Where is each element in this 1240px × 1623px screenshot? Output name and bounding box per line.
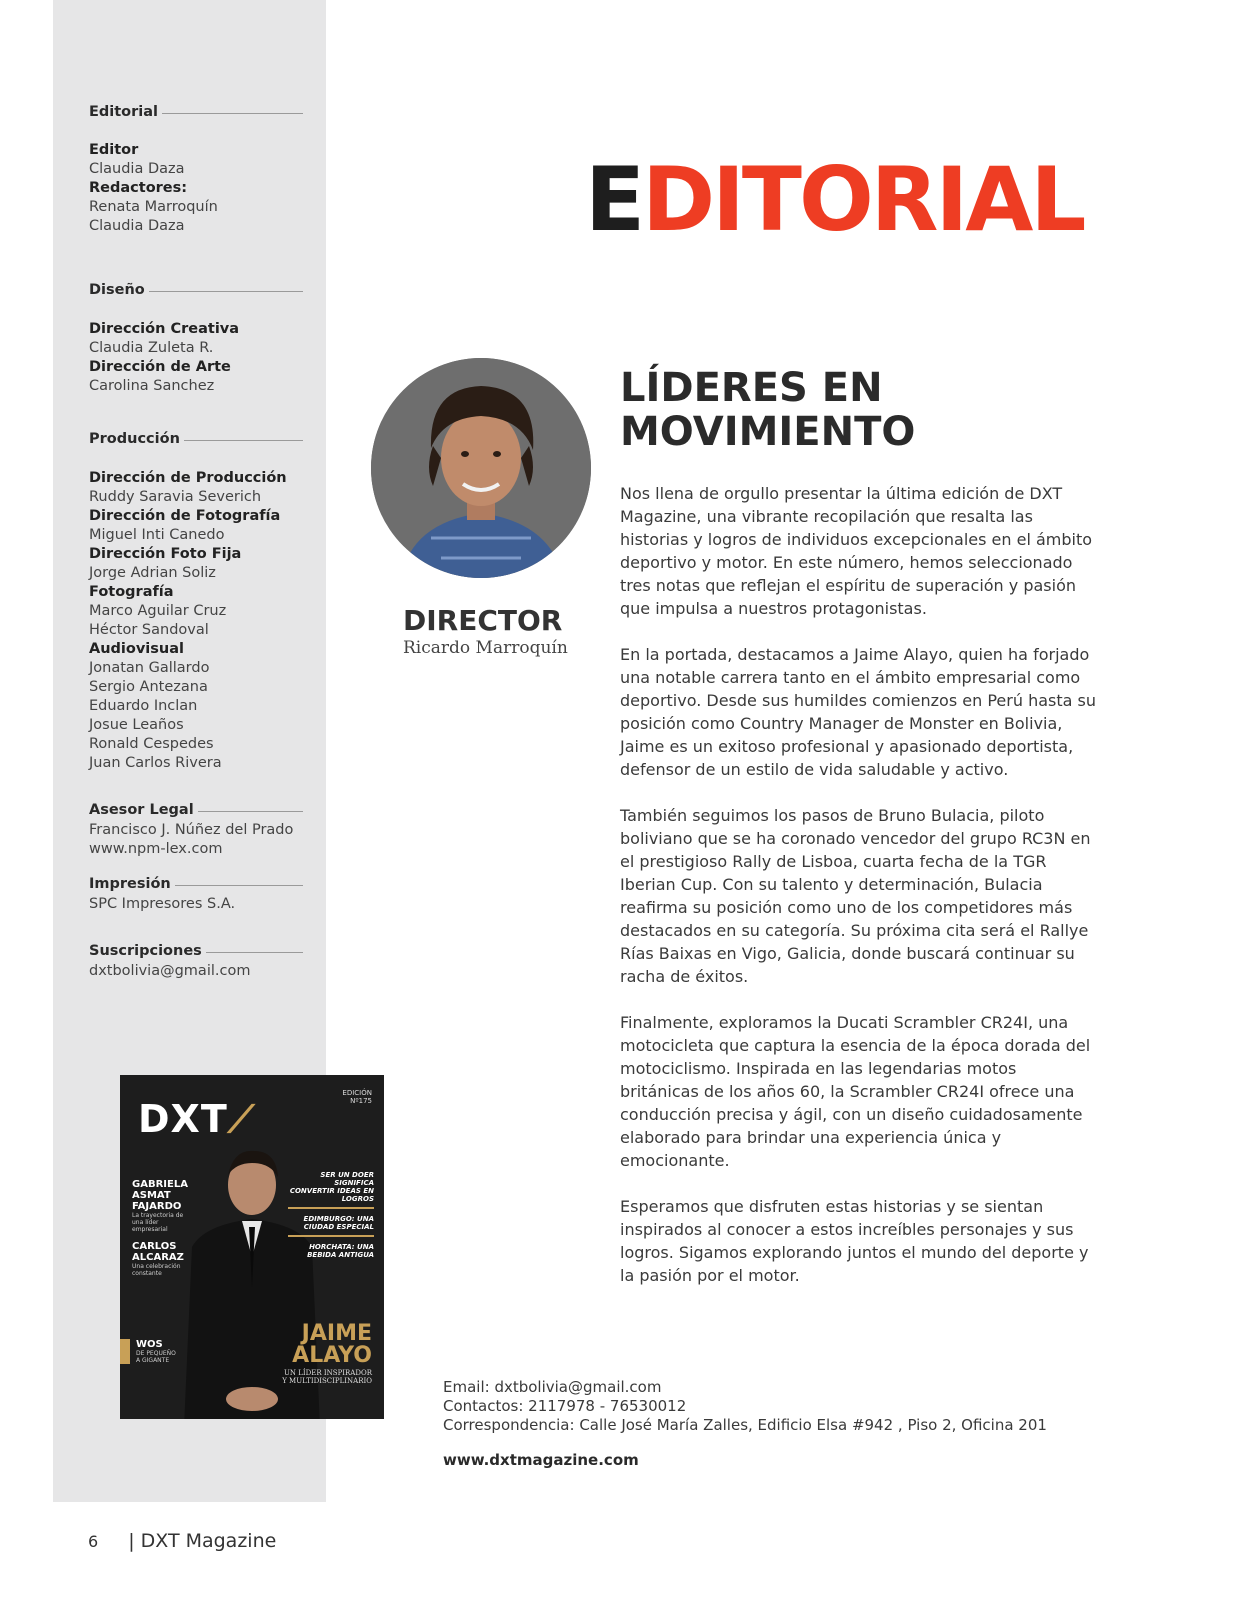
credit-name: SPC Impresores S.A. [89, 896, 236, 912]
section-heading-label: Impresión [89, 876, 171, 892]
director-portrait [371, 358, 591, 578]
credit-name: Ruddy Saravia Severich [89, 489, 262, 505]
credit-role: Dirección de Producción [89, 470, 287, 486]
credits-suscripciones [89, 962, 250, 981]
section-heading-asesor-legal [89, 802, 303, 818]
article-paragraph: Nos llena de orgullo presentar la última edición de DXT Magazine, una vibrante recopilación que resalta las historias y logros de individuos excepcionales en el ámbito deportivo y motor. En este número, hemos seleccionado tres notas que reflejan el espíritu de superación y pasión que impulsa a nuestros protagonistas. [620, 484, 1093, 618]
credit-name: Miguel Inti Canedo [89, 527, 225, 543]
magazine-cover-image [120, 1075, 384, 1419]
divider [206, 952, 303, 953]
section-heading-label: Diseño [89, 282, 145, 298]
director-name: Ricardo Marroquín [403, 638, 568, 658]
article-title: LÍDERES EN MOVIMIENTO [620, 365, 916, 455]
credit-name: Francisco J. Núñez del Prado [89, 822, 294, 838]
section-heading-diseno [89, 282, 303, 298]
credit-role: Audiovisual [89, 641, 184, 657]
credit-role: Dirección de Arte [89, 359, 231, 375]
credit-role: Fotografía [89, 584, 174, 600]
credit-role: Dirección Foto Fija [89, 546, 242, 562]
contact-email[interactable]: Email: dxtbolivia@gmail.com [443, 1378, 662, 1396]
article-paragraph: Esperamos que disfruten estas historias y se sientan inspirados al conocer a estos increíbles personajes y sus logros. Sigamos explorando juntos el mundo del deporte y la pasión por el motor. [620, 1197, 1089, 1285]
section-heading-label: Asesor Legal [89, 802, 194, 818]
credits-impresion [89, 895, 235, 914]
article-paragraph: En la portada, destacamos a Jaime Alayo, quien ha forjado una notable carrera tanto en el ámbito empresarial como deportivo. Desde sus humildes comienzos en Perú hasta su posición como Country Manager de Monster en Bolivia, Jaime es un exitoso profesional y apasionado deportista, defensor de un estilo de vida saludable y activo. [620, 645, 1096, 779]
cover-left-stories: GABRIELA ASMAT FAJARDO La trayectoria de una líder empresarial CARLOS ALCARAZ Una celebración constante [132, 1179, 188, 1277]
credit-name: Juan Carlos Rivera [89, 755, 222, 771]
article-paragraph: Finalmente, exploramos la Ducati Scrambler CR24I, una motocicleta que captura la esencia de la época dorada del motociclismo. Inspirada en las legendarias motos británicas de los años 60, la Scrambler CR24I ofrece una conducción precisa y ágil, con un diseño cuidadosamente elaborado para brindar una experiencia única y emocionante. [620, 1013, 1091, 1170]
divider [184, 440, 303, 441]
contact-address: Correspondencia: Calle José María Zalles, Edificio Elsa #942 , Piso 2, Oficina 201 [443, 1416, 1047, 1434]
cover-logo: DXT⟋ [138, 1097, 256, 1141]
credits-editorial [89, 141, 218, 236]
credit-name: Jonatan Gallardo [89, 660, 210, 676]
credit-role: Editor [89, 142, 139, 158]
credits-asesor-legal [89, 821, 293, 859]
section-heading-suscripciones [89, 943, 303, 959]
credit-name: Claudia Daza [89, 218, 185, 234]
contact-phone: Contactos: 2117978 - 76530012 [443, 1397, 687, 1415]
cover-edition: EDICIÓN Nº175 [342, 1089, 372, 1105]
section-heading-impresion [89, 876, 303, 892]
cover-tagline: UN LÍDER INSPIRADOR Y MULTIDISCIPLINARIO [282, 1369, 372, 1385]
contact-block [443, 1378, 1047, 1435]
credit-name: Renata Marroquín [89, 199, 218, 215]
director-role: DIRECTOR [403, 604, 563, 637]
article-body [620, 482, 1100, 1310]
divider [162, 113, 303, 114]
credits-diseno [89, 320, 239, 396]
credit-role: Redactores: [89, 180, 188, 196]
credit-name: Ronald Cespedes [89, 736, 214, 752]
page-title: EDITORIAL [585, 148, 1084, 251]
credit-name: Claudia Zuleta R. [89, 340, 214, 356]
divider [198, 811, 303, 812]
section-heading-editorial [89, 104, 303, 120]
credit-name: Héctor Sandoval [89, 622, 209, 638]
cover-right-stories: SER UN DOER SIGNIFICA CONVERTIR IDEAS EN LOGROS EDIMBURGO: UNA CIUDAD ESPECIAL HORCHATA: UNA BEBIDA ANTIGUA [289, 1171, 374, 1259]
credit-name: Jorge Adrian Soliz [89, 565, 216, 581]
credit-name: Sergio Antezana [89, 679, 208, 695]
section-heading-label: Suscripciones [89, 943, 202, 959]
credit-name: Claudia Daza [89, 161, 185, 177]
website-link[interactable]: www.dxtmagazine.com [443, 1451, 639, 1469]
credits-produccion [89, 469, 287, 773]
credit-link[interactable]: www.npm-lex.com [89, 841, 223, 857]
section-heading-label: Producción [89, 431, 180, 447]
publication-name: | DXT Magazine [128, 1530, 277, 1552]
credit-name: Josue Leaños [89, 717, 184, 733]
article-paragraph: También seguimos los pasos de Bruno Bulacia, piloto boliviano que se ha coronado vencedor del grupo RC3N en el prestigioso Rally de Lisboa, cuarta fecha de la TGR Iberian Cup. Con su talento y determinación, Bulacia reafirma su posición como uno de los competidores más destacados en su categoría. Su próxima cita será el Rallye Rías Baixas en Vigo, Galicia, donde buscará continuar su racha de éxitos. [620, 806, 1091, 986]
section-heading-label: Editorial [89, 104, 159, 120]
credit-email[interactable]: dxtbolivia@gmail.com [89, 963, 251, 979]
section-heading-produccion [89, 431, 303, 447]
divider [149, 291, 303, 292]
credit-name: Carolina Sanchez [89, 378, 215, 394]
credit-name: Eduardo Inclan [89, 698, 198, 714]
cover-wos-story: WOS DE PEQUEÑO A GIGANTE [120, 1339, 176, 1364]
credit-role: Dirección de Fotografía [89, 508, 281, 524]
page-footer [88, 1530, 276, 1552]
cover-headline: JAIME ALAYO [292, 1321, 372, 1368]
divider [175, 885, 303, 886]
credit-name: Marco Aguilar Cruz [89, 603, 227, 619]
page-number: 6 [88, 1532, 99, 1551]
credit-role: Dirección Creativa [89, 321, 240, 337]
